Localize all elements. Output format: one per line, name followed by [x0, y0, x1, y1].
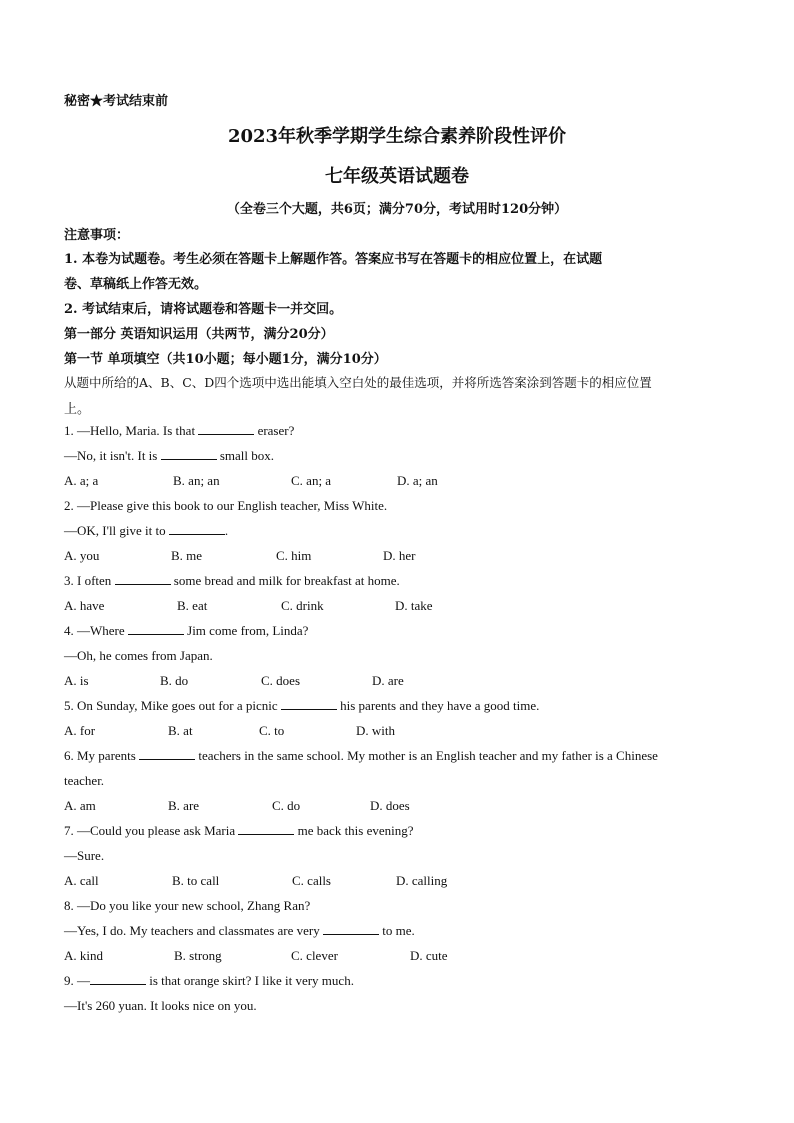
answer-blank — [238, 823, 294, 835]
directions-line-1: 从题中所给的A、B、C、D四个选项中选出能填入空白处的最佳选项，并将所选答案涂到答题卡的相应位置 — [64, 375, 652, 390]
question-4-reply: —Oh, he comes from Japan. — [64, 648, 213, 663]
question-2-reply: —OK, I'll give it to . — [64, 523, 229, 538]
option-a[interactable]: A. for — [64, 723, 96, 738]
option-a[interactable]: A. a; a — [64, 473, 99, 488]
question-2: 2. —Please give this book to our English teacher, Miss White. — [64, 498, 388, 513]
answer-blank — [139, 748, 195, 760]
question-9: 9. — is that orange skirt? I like it very much. — [64, 973, 354, 988]
question-4: 4. —Where Jim come from, Linda? — [64, 623, 309, 638]
option-b[interactable]: B. at — [168, 723, 193, 738]
option-c[interactable]: C. calls — [292, 873, 331, 888]
subsection-heading: 第一节 单项填空（共10小题；每小题1分，满分10分） — [64, 352, 387, 367]
instruction-2: 2. 考试结束后，请将试题卷和答题卡一并交回。 — [64, 302, 343, 317]
option-a[interactable]: A. is — [64, 673, 89, 688]
instructions-heading: 注意事项： — [64, 228, 130, 243]
instruction-1-line-2: 卷、草稿纸上作答无效。 — [64, 277, 208, 292]
option-b[interactable]: B. do — [160, 673, 189, 688]
answer-blank — [90, 973, 146, 985]
option-d[interactable]: D. a; an — [397, 473, 438, 488]
answer-blank — [128, 623, 184, 635]
answer-blank — [115, 573, 171, 585]
question-8-reply: —Yes, I do. My teachers and classmates are very to me. — [64, 923, 415, 938]
option-a[interactable]: A. am — [64, 798, 96, 813]
question-1-options — [64, 473, 734, 491]
option-b[interactable]: B. strong — [174, 948, 222, 963]
question-8-options — [64, 948, 734, 966]
question-5-options — [64, 723, 734, 741]
option-d[interactable]: D. calling — [396, 873, 448, 888]
question-2-options — [64, 548, 734, 566]
option-c[interactable]: C. an; a — [291, 473, 332, 488]
option-a[interactable]: A. have — [64, 598, 105, 613]
answer-blank — [281, 698, 337, 710]
option-d[interactable]: D. take — [395, 598, 433, 613]
question-8: 8. —Do you like your new school, Zhang Ran? — [64, 898, 311, 913]
question-7-reply: —Sure. — [64, 848, 105, 863]
question-6-continued: teacher. — [64, 773, 105, 788]
option-b[interactable]: B. eat — [177, 598, 208, 613]
option-a[interactable]: A. call — [64, 873, 99, 888]
exam-title: 2023年秋季学期学生综合素养阶段性评价 — [227, 126, 567, 147]
part-heading: 第一部分 英语知识运用（共两节，满分20分） — [64, 327, 334, 342]
option-b[interactable]: B. an; an — [173, 473, 220, 488]
option-a[interactable]: A. kind — [64, 948, 103, 963]
question-6: 6. My parents teachers in the same school. My mother is an English teacher and my father is a Chinese — [64, 748, 658, 763]
exam-note: （全卷三个大题，共6页；满分70分，考试用时120分钟） — [226, 202, 568, 217]
question-9-reply: —It's 260 yuan. It looks nice on you. — [64, 998, 257, 1013]
answer-blank — [198, 423, 254, 435]
question-6-options — [64, 798, 734, 816]
option-d[interactable]: D. with — [356, 723, 395, 738]
answer-blank — [169, 523, 225, 535]
option-c[interactable]: C. drink — [281, 598, 324, 613]
question-5: 5. On Sunday, Mike goes out for a picnic his parents and they have a good time. — [64, 698, 540, 713]
directions-line-2: 上。 — [64, 402, 91, 417]
option-c[interactable]: C. to — [259, 723, 285, 738]
question-1-reply: —No, it isn't. It is small box. — [64, 448, 275, 463]
option-b[interactable]: B. are — [168, 798, 200, 813]
option-c[interactable]: C. do — [272, 798, 301, 813]
option-d[interactable]: D. cute — [410, 948, 448, 963]
option-a[interactable]: A. you — [64, 548, 100, 563]
option-b[interactable]: B. to call — [172, 873, 220, 888]
question-7-options — [64, 873, 734, 891]
option-c[interactable]: C. does — [261, 673, 300, 688]
option-d[interactable]: D. does — [370, 798, 410, 813]
option-b[interactable]: B. me — [171, 548, 203, 563]
answer-blank — [161, 448, 217, 460]
question-4-options — [64, 673, 734, 691]
question-3-options — [64, 598, 734, 616]
question-3: 3. I often some bread and milk for breakfast at home. — [64, 573, 400, 588]
option-d[interactable]: D. are — [372, 673, 404, 688]
answer-blank — [323, 923, 379, 935]
confidential-mark: 秘密★考试结束前 — [64, 94, 169, 109]
question-1: 1. —Hello, Maria. Is that eraser? — [64, 423, 295, 438]
question-7: 7. —Could you please ask Maria me back this evening? — [64, 823, 414, 838]
option-d[interactable]: D. her — [383, 548, 416, 563]
instruction-1-line-1: 1. 本卷为试题卷。考生必须在答题卡上解题作答。答案应书写在答题卡的相应位置上，在试题 — [64, 252, 603, 267]
option-c[interactable]: C. clever — [291, 948, 338, 963]
exam-subtitle: 七年级英语试题卷 — [325, 166, 469, 187]
option-c[interactable]: C. him — [276, 548, 312, 563]
